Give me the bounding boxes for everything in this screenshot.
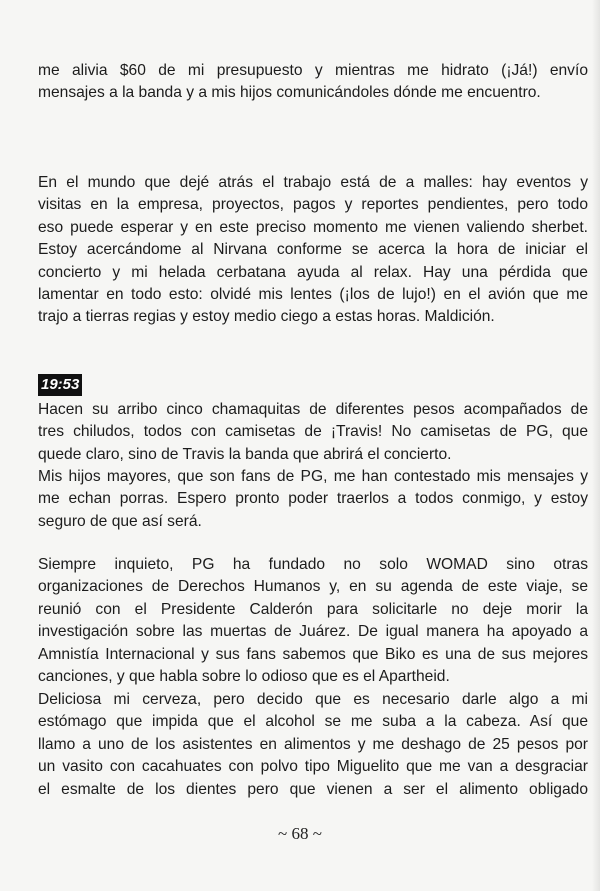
text-line: investigación sobre las muertas de Juárez. De igual manera ha apoyado a [38, 623, 588, 641]
text-line: mensajes a la banda y a mis hijos comunicándoles dónde me encuentro. [38, 84, 541, 102]
text-line: el esmalte de los dientes pero que vienen a ser el alimento obligado [38, 780, 588, 798]
text-line: Estoy acercándome al Nirvana conforme se acerca la hora de iniciar el [38, 241, 588, 259]
text-line: Amnistía Internacional y sus fans sabemos que Biko es una de sus mejores [38, 645, 588, 663]
text-line: me alivia $60 de mi presupuesto y mientras me hidrato (¡Já!) envío [38, 62, 588, 79]
text-line: me echan porras. Espero pronto poder traerlos a todos conmigo, y estoy [38, 490, 588, 508]
paragraph-2 [38, 172, 588, 329]
time-badge: 19:53 [38, 374, 82, 396]
text-line: concierto y mi helada cerbatana ayuda al relax. Hay una pérdida que [38, 263, 588, 281]
text-line: trajo a tierras regias y estoy medio ciego a estas horas. Maldición. [38, 308, 495, 326]
text-line: visitas en la empresa, proyectos, pagos y reportes pendientes, pero todo [38, 196, 588, 214]
paragraph-4 [38, 466, 588, 533]
text-line: En el mundo que dejé atrás el trabajo está de a malles: hay eventos y [38, 174, 588, 191]
page-edge-shadow [592, 0, 600, 891]
text-line: quede claro, sino de Travis la banda que abrirá el concierto. [38, 445, 452, 463]
text-line: Mis hijos mayores, que son fans de PG, me han contestado mis mensajes y [38, 468, 588, 485]
page-number: ~ 68 ~ [278, 824, 322, 843]
paragraph-1 [38, 60, 588, 105]
paragraph-5 [38, 554, 588, 688]
text-line: lamentar en todo esto: olvidé mis lentes (¡los de lujo!) en el avión que me [38, 286, 588, 304]
text-line: llamo a uno de los asistentes en alimentos y me deshago de 25 pesos por [38, 735, 588, 753]
text-line: canciones, y que habla sobre lo odioso que es el Apartheid. [38, 668, 450, 686]
text-line: Hacen su arribo cinco chamaquitas de diferentes pesos acompañados de [38, 401, 588, 418]
text-line: Siempre inquieto, PG ha fundado no solo WOMAD sino otras [38, 556, 588, 573]
text-line: seguro de que así será. [38, 512, 202, 530]
text-line: tres chiludos, todos con camisetas de ¡Travis! No camisetas de PG, que [38, 423, 588, 441]
paragraph-6 [38, 689, 588, 801]
text-line: organizaciones de Derechos Humanos y, en su agenda de este viaje, se [38, 578, 588, 596]
text-line: estómago que impida que el alcohol se me suba a la cabeza. Así que [38, 713, 588, 731]
text-line: eso puede esperar y en este preciso momento me vienen valiendo sherbet. [38, 218, 588, 236]
text-line: un vasito con cacahuates con polvo tipo Miguelito que me van a desgraciar [38, 758, 588, 776]
text-line: reunió con el Presidente Calderón para solicitarle no deje morir la [38, 600, 588, 618]
paragraph-3 [38, 399, 588, 466]
text-line: Deliciosa mi cerveza, pero decido que es necesario darle algo a mi [38, 691, 588, 708]
